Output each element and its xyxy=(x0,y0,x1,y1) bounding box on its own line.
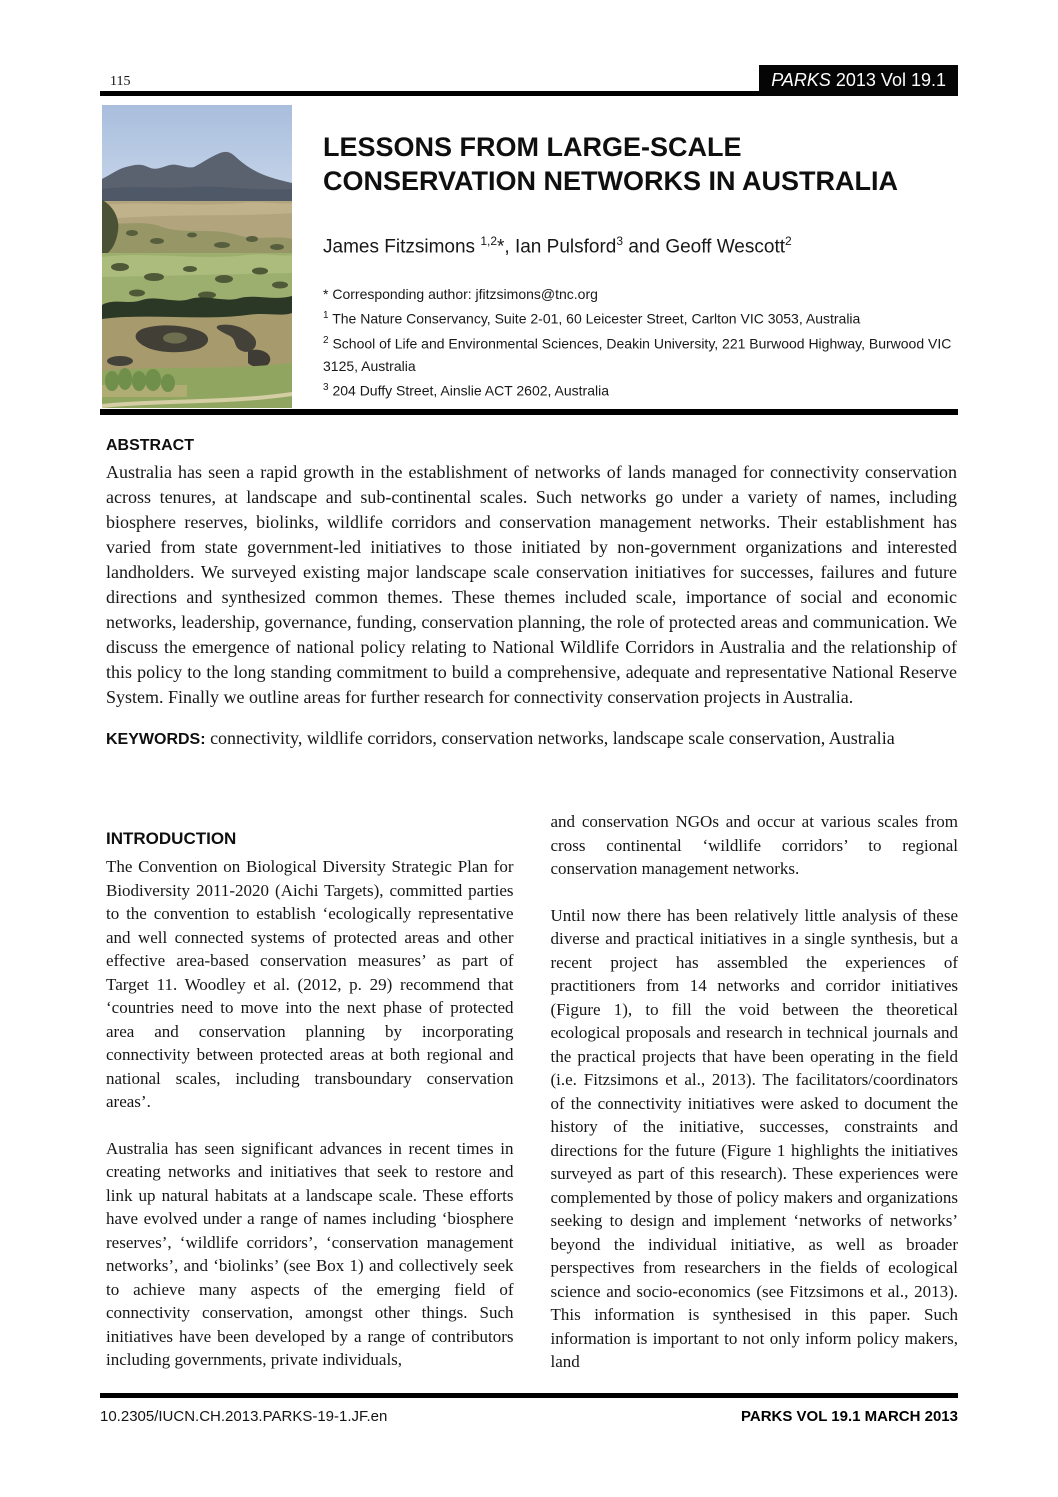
affiliation-line: $^2$ School of Life and Environmental Sciences, Deakin University, 221 Burwood Highway, Burwood VIC 3125, Australia xyxy=(323,334,952,374)
footer-row xyxy=(100,1408,958,1425)
doi-text: 10.2305/IUCN.CH.2013.PARKS-19-1.JF.en xyxy=(100,1408,388,1425)
footer-journal: PARKS VOL 19.1 MARCH 2013 xyxy=(740,1408,958,1425)
keywords-label: KEYWORDS: xyxy=(106,731,206,748)
pond-island xyxy=(163,333,187,344)
left-column xyxy=(106,810,514,1374)
page-number: 115 xyxy=(110,74,131,89)
hero-text xyxy=(323,104,958,401)
author-line: James Fitzsimons $^{1,2}$*, Ian Pulsford$^3$ and Geoff Wescott$^2$ xyxy=(323,234,792,258)
affiliation-line: $^1$ The Nature Conservancy, Suite 2-01, 60 Leicester Street, Carlton VIC 3053, Australia xyxy=(323,310,861,327)
divider-rule xyxy=(100,409,958,415)
journal-badge-name: PARKS xyxy=(771,70,831,90)
body-paragraph: The Convention on Biological Diversity Strategic Plan for Biodiversity 2011-2020 (Aichi Targets), committed parties to the convention to establish ‘ecologically representative and well connected systems of protected areas and other effective area-based conservation measures’ as part of Target 11. Woodley et al. (2012, p. 29) recommend that ‘countries need to move into the next phase of protected area and conservation planning by incorporating connectivity between protected areas at both regional and national scales, including transboundary conservation areas’. xyxy=(106,857,514,1111)
journal-badge xyxy=(759,65,958,96)
title-block xyxy=(100,104,958,408)
body-paragraph: Until now there has been relatively little analysis of these diverse and practical initiatives in a single synthesis, but a recent project has assembled the experiences of practitioners from 14 networks and corridor initiatives (Figure 1), to fill the void between the theoretical ecological proposals and research in technical journals and the practical projects that have been operating in the field (i.e. Fitzsimons et al., 2013). The facilitators/coordinators of the connectivity initiatives were asked to document the history of the initiative, successes, constraints and directions for the future (Figure 1 highlights the initiatives surveyed as part of this research). These experiences were complemented by those of policy makers and organizations seeking to design and implement ‘networks of networks’ beyond the individual initiative, as well as broader perspectives from researchers in the fields of ecological science and socio-economics (see Fitzsimons et al., 2013). This information is synthesised in this paper. Such information is important to not only inform policy makers, land xyxy=(550,905,958,1371)
keywords-line xyxy=(106,728,957,749)
affiliation-line: * Corresponding author: jfitzsimons@tnc.org xyxy=(323,286,598,303)
right-column xyxy=(551,810,959,1374)
footer-rule xyxy=(100,1393,958,1398)
page-header xyxy=(100,66,958,96)
body-columns xyxy=(106,810,958,1374)
page-footer xyxy=(100,1393,958,1425)
keywords-text: connectivity, wildlife corridors, conservation networks, landscape scale conservation, Australia xyxy=(205,728,895,748)
body-paragraph: and conservation NGOs and occur at various scales from cross continental ‘wildlife corridors’ to regional conservation management networks. xyxy=(550,812,958,878)
abstract-text: Australia has seen a rapid growth in the establishment of networks of lands managed for connectivity conservation across tenures, at landscape and sub-continental scales. Such networks go under a variety of names, including biosphere reserves, biolinks, wildlife corridors and conservation management networks. Their establishment has varied from state government-led initiatives to those initiated by non-government organizations and interested landholders. We surveyed existing major landscape scale conservation initiatives for successes, failures and future directions and synthesized common themes. These themes included scale, importance of social and economic networks, leadership, governance, funding, conservation planning, the role of protected areas and communication. We discuss the emergence of national policy relating to National Wildlife Corridors in Australia and the relationship of this policy to the long standing commitment to build a comprehensive, adequate and representative National Reserve System. Finally we outline areas for further research for connectivity conservation projects in Australia. xyxy=(106,462,957,707)
body-paragraph: Australia has seen significant advances in recent times in creating networks and initiatives that seek to restore and link up natural habitats at a landscape scale. These efforts have evolved under a range of names including ‘biosphere reserves’, ‘wildlife corridors’, ‘conservation management networks’, and ‘biolinks’ (see Box 1) and collectively seek to achieve many aspects of the emerging field of connectivity conservation, amongst other things. Such initiatives have been developed by a range of contributors including governments, private individuals, xyxy=(106,1138,514,1369)
landscape-photo xyxy=(102,105,292,408)
affiliation-line: $^3$ 204 Duffy Street, Ainslie ACT 2602, Australia xyxy=(323,381,609,399)
abstract-section xyxy=(106,437,957,749)
abstract-heading: ABSTRACT xyxy=(106,437,194,454)
left-column-text xyxy=(106,855,514,1372)
small-pond xyxy=(107,356,133,366)
right-column-text xyxy=(551,810,959,1374)
article-title: LESSONS FROM LARGE-SCALE CONSERVATION NETWORKS IN AUSTRALIA xyxy=(323,132,899,196)
journal-badge-issue: 2013 Vol 19.1 xyxy=(830,70,946,90)
affiliations xyxy=(323,283,958,401)
introduction-heading: INTRODUCTION xyxy=(106,829,237,848)
